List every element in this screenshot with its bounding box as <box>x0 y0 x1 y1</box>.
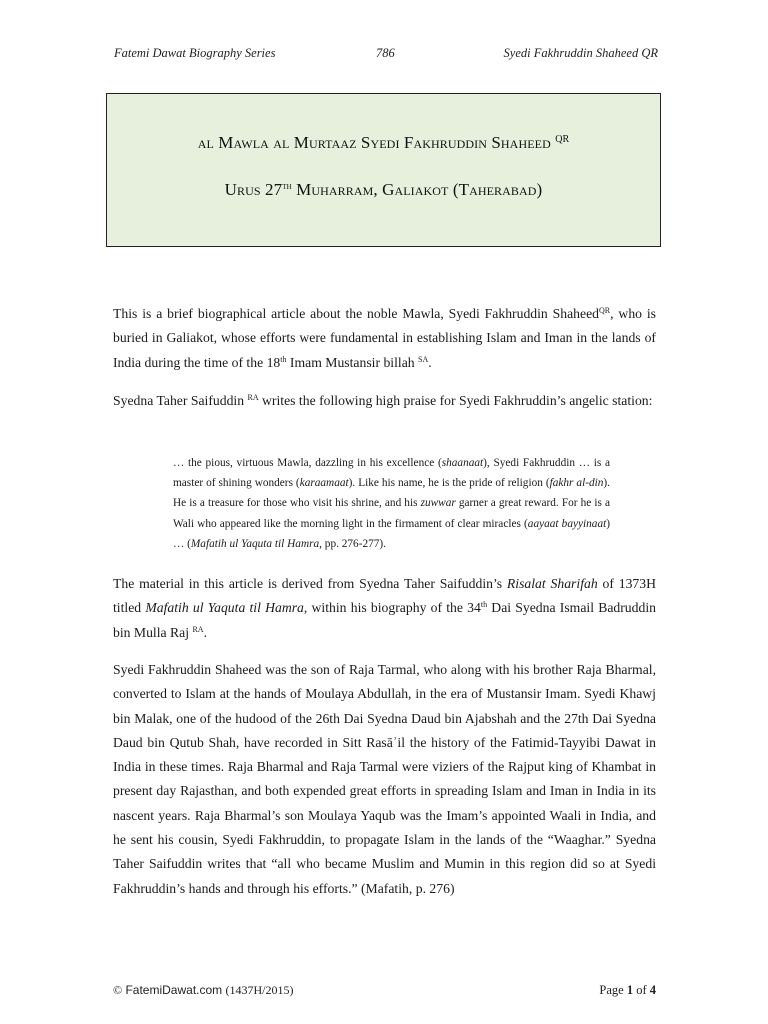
header-series: Fatemi Dawat Biography Series <box>114 46 276 60</box>
paragraph-source: The material in this article is derived from Syedna Taher Saifuddin’s Risalat Sharifah of 1373H titled Mafatih ul Yaquta til Hamra, within his biography of the 34th Dai Syedna Ismail Badruddin bin Mulla Raj $^{RA}$. <box>113 576 656 640</box>
header-page-number: 786 <box>376 46 395 60</box>
running-header <box>114 46 658 61</box>
title-name: al Mawla al Murtaaz Syedi Fakhruddin Shaheed $^{QR}$ <box>197 133 570 152</box>
paragraph-intro: This is a brief biographical article about the noble Mawla, Syedi Fakhruddin Shaheed$^{QR}$, who is buried in Galiakot, whose efforts were fundamental in establishing Islam and Iman in the lands of India during the time of the 18th Imam Mustansir billah $^{SA}$. <box>113 306 656 370</box>
block-quote: … the pious, virtuous Mawla, dazzling in his excellence (shaanaat), Syedi Fakhruddin … is a master of shining wonders (karaamaat). Like his name, he is the pride of religion (fakhr al-din). He is a treasure for those who visit his shrine, and his zuwwar garner a great reward. For he is a Wali who appeared like the morning light in the firmament of clear miracles (aayaat bayyinaat) … (Mafatih ul Yaquta til Hamra, pp. 276-277). <box>173 457 611 550</box>
footer-copyright: © FatemiDawat.com (1437H/2015) <box>113 983 294 997</box>
paragraph-praise-intro: Syedna Taher Saifuddin $^{RA}$ writes the following high praise for Syedi Fakhruddin’s angelic station: <box>113 393 653 408</box>
footer-site-link[interactable]: FatemiDawat.com <box>125 983 223 997</box>
footer-page-indicator: Page 1 of 4 <box>599 983 656 997</box>
paragraph-history: Syedi Fakhruddin Shaheed was the son of Raja Tarmal, who along with his brother Raja Bharmal, converted to Islam at the hands of Moulaya Abdullah, in the era of Mustansir Imam. Syedi Khawj bin Malak, one of the hudood of the 26th Dai Syedna Daud bin Ajabshah and the 27th Dai Syedna Daud bin Qutub Shah, have recorded in Sitt Rasāʾil the history of the Fatimid-Tayyibi Dawat in India in these times. Raja Bharmal and Raja Tarmal were viziers of the Rajput king of Khambat in present day Rajasthan, and both expended great efforts in spreading Islam and Iman in India in its nascent years. Raja Bharmal’s son Moulaya Yaqub was the Imam’s appointed Waali in India, and he sent his cousin, Syedi Fakhruddin, to propagate Islam in the lands of the “Waaghar.” Syedna Taher Saifuddin writes that “all who became Muslim and Mumin in this region did so at Syedi Fakhruddin’s hands and through his efforts.” (Mafatih, p. 276) <box>113 662 656 896</box>
header-subject: Syedi Fakhruddin Shaheed QR <box>503 46 658 60</box>
title-box <box>106 93 661 247</box>
title-urus: Urus 27th Muharram, Galiakot (Taherabad) <box>224 180 543 199</box>
